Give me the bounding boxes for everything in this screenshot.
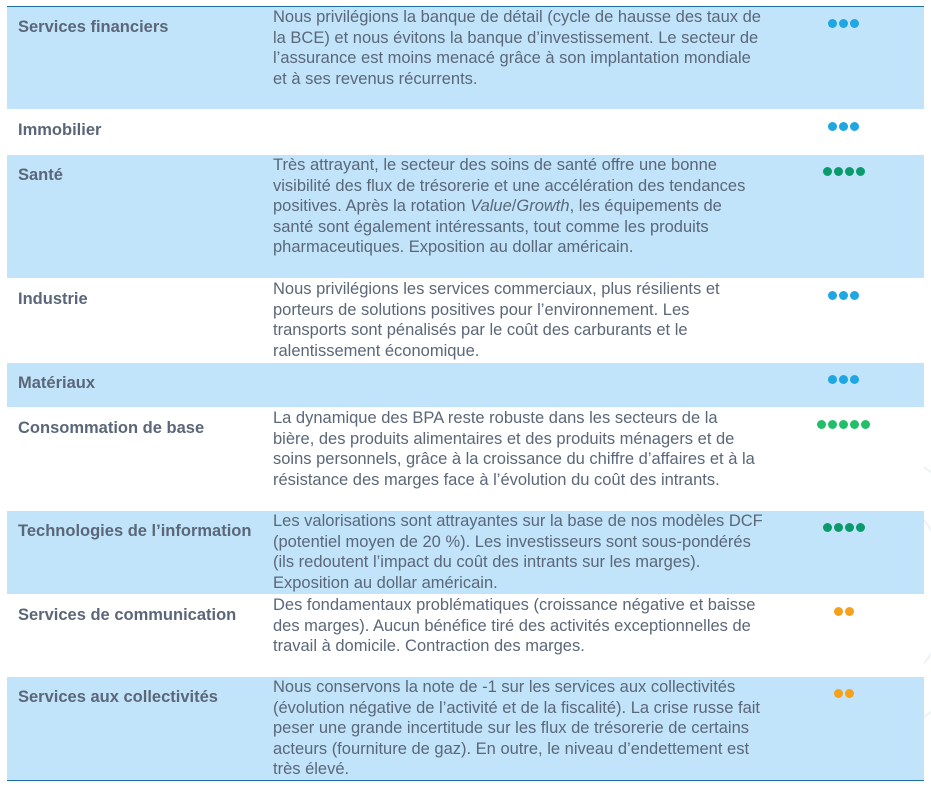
rating-dots xyxy=(763,408,924,511)
table-row xyxy=(7,677,924,781)
table-row xyxy=(7,155,924,279)
sector-comment: Nous privilégions la banque de détail (cycle de hausse des taux de la BCE) et nous évitons la banque d’investissement. Le secteur de l’assurance est moins menacé grâce à son implantation mondiale et à ses revenus récurrents. xyxy=(273,8,761,88)
rating-dot-icon xyxy=(839,291,848,300)
rating-dots xyxy=(763,363,924,408)
sector-name: Matériaux xyxy=(18,374,96,392)
rating-dot-icon xyxy=(850,122,859,131)
rating-dot-icon xyxy=(845,167,854,176)
rating-dot-icon xyxy=(828,291,837,300)
rating-dots xyxy=(763,279,924,363)
rating-dots xyxy=(763,7,924,110)
rating-dot-icon xyxy=(828,420,837,429)
sector-table xyxy=(7,6,924,781)
sector-name: Industrie xyxy=(18,290,88,308)
rating-dots xyxy=(763,511,924,595)
rating-dot-icon xyxy=(828,19,837,28)
rating-dot-icon xyxy=(845,523,854,532)
sector-name: Consommation de base xyxy=(18,419,205,437)
rating-dot-icon xyxy=(817,420,826,429)
table-row xyxy=(7,595,924,677)
rating-dot-icon xyxy=(856,523,865,532)
sector-comment: Nous privilégions les services commerciaux, plus résilients et porteurs de solutions positives pour l’environnement. Les transports sont pénalisés par le coût des carburants et le ralentissement économique. xyxy=(273,280,720,360)
rating-dots xyxy=(763,110,924,155)
sector-name: Services aux collectivités xyxy=(18,688,218,706)
sector-comment: Nous conservons la note de -1 sur les services aux collectivités (évolution négative de l’activité et de la fiscalité). La crise russe fait peser une grande incertitude sur les flux de trésorerie de certains acteurs (fourniture de gaz). En outre, le niveau d’endettement est très élevé. xyxy=(273,678,760,778)
sector-comment: Très attrayant, le secteur des soins de santé offre une bonne visibilité des flux de trésorerie et une accélération des tendances positives. Après la rotation Value/Growth, les équipements de santé sont également intéressants, tout comme les produits pharmaceutiques. Exposition au dollar américain. xyxy=(273,156,746,256)
rating-dot-icon xyxy=(834,523,843,532)
sector-comment: Des fondamentaux problématiques (croissance négative et baisse des marges). Aucun bénéfice tiré des activités exceptionnelles de travail à domicile. Contraction des marges. xyxy=(273,596,756,655)
rating-dot-icon xyxy=(850,291,859,300)
rating-dot-icon xyxy=(839,375,848,384)
rating-dots xyxy=(763,677,924,781)
rating-dot-icon xyxy=(861,420,870,429)
rating-dot-icon xyxy=(856,167,865,176)
rating-dot-icon xyxy=(823,523,832,532)
table-row xyxy=(7,7,924,110)
table-row xyxy=(7,408,924,511)
sector-comment: Les valorisations sont attrayantes sur la base de nos modèles DCF (potentiel moyen de 20 %). Les investisseurs sont sous-pondérés (ils redoutent l’impact du coût des intrants sur les marges). Exposition au dollar américain. xyxy=(273,512,763,592)
table-row xyxy=(7,363,924,408)
sector-comment: La dynamique des BPA reste robuste dans les secteurs de la bière, des produits alimentaires et des produits ménagers et de soins personnels, grâce à la croissance du chiffre d’affaires et à la résistance des marges face à l’évolution du coût des intrants. xyxy=(273,409,755,489)
rating-dot-icon xyxy=(839,420,848,429)
sector-name: Services financiers xyxy=(18,18,169,36)
rating-dot-icon xyxy=(828,375,837,384)
sector-name: Technologies de l’information xyxy=(18,522,252,540)
rating-dot-icon xyxy=(845,607,854,616)
rating-dots xyxy=(763,595,924,677)
table-row xyxy=(7,511,924,595)
sector-comment xyxy=(273,363,763,408)
sector-name: Santé xyxy=(18,166,63,184)
sector-name: Immobilier xyxy=(18,121,102,139)
rating-dot-icon xyxy=(845,689,854,698)
rating-dot-icon xyxy=(839,19,848,28)
rating-dot-icon xyxy=(850,19,859,28)
rating-dot-icon xyxy=(834,607,843,616)
rating-dots xyxy=(763,155,924,279)
table-row xyxy=(7,279,924,363)
rating-dot-icon xyxy=(850,420,859,429)
rating-dot-icon xyxy=(828,122,837,131)
rating-dot-icon xyxy=(834,167,843,176)
sector-comment xyxy=(273,110,763,155)
rating-dot-icon xyxy=(823,167,832,176)
table-row xyxy=(7,110,924,155)
rating-dot-icon xyxy=(834,689,843,698)
sector-name: Services de communication xyxy=(18,606,237,624)
rating-dot-icon xyxy=(850,375,859,384)
rating-dot-icon xyxy=(839,122,848,131)
